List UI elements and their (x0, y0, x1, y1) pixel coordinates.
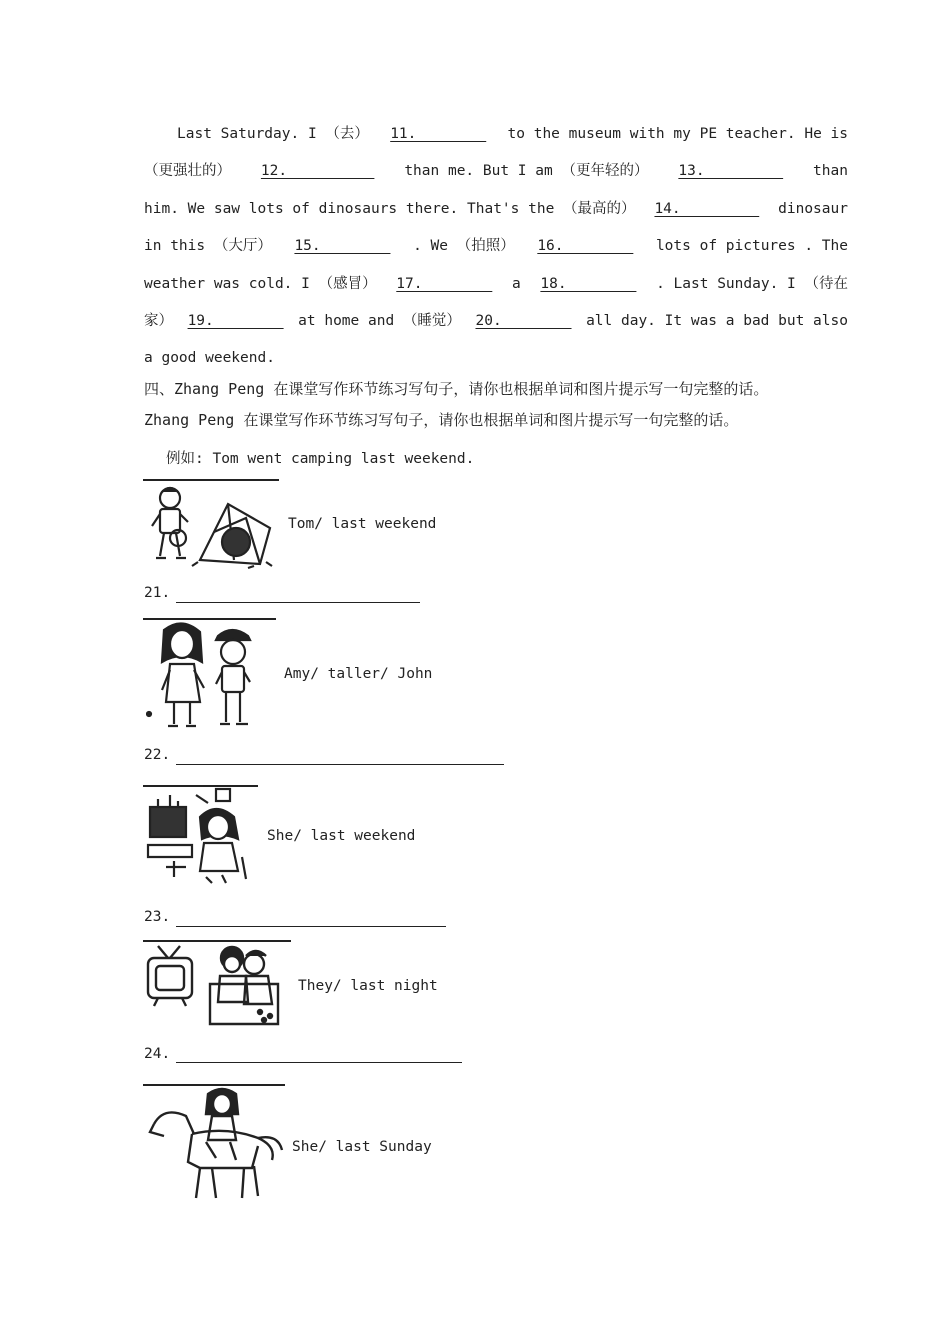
passage-line-1: Last Saturday. I （去） 11. to the museum with my PE teacher. He is (144, 116, 848, 153)
caption-23: They/ last night (298, 978, 438, 994)
blank-19[interactable]: 19. (187, 312, 284, 329)
passage-line-6: 家） 19. at home and （睡觉） 20. all day. It was a bad but also (144, 303, 848, 340)
passage-line-5: weather was cold. I （感冒） 17. a 18. . Last Sunday. I （待在 (144, 266, 848, 303)
blank-16[interactable]: 16. (537, 238, 634, 255)
blank-15[interactable]: 15. (294, 238, 391, 255)
blank-17[interactable]: 17. (396, 275, 493, 292)
question-number-23: 23. (144, 909, 171, 925)
camping-boy-tent-picture (148, 482, 280, 572)
caption-22: She/ last weekend (267, 828, 416, 844)
passage-line-4: in this （大厅） 15. . We （拍照） 16. lots of pictures . The (144, 228, 848, 265)
passage-line-3: him. We saw lots of dinosaurs there. That's the （最高的） 14. dinosaur (144, 191, 848, 228)
section-subheading: Zhang Peng 在课堂写作环节练习写句子，请你也根据单词和图片提示写一句完整的话。 (144, 411, 739, 429)
blank-13[interactable]: 13. (678, 163, 784, 180)
caption-24: She/ last Sunday (292, 1139, 432, 1155)
example-sentence: 例如: Tom went camping last weekend. (166, 451, 475, 467)
cloze-passage (144, 116, 848, 378)
passage-line-7: a good weekend. (144, 350, 275, 367)
question-number-21: 21. (144, 585, 171, 601)
caption-21: Amy/ taller/ John (284, 666, 433, 682)
girl-in-room-picture (146, 787, 258, 887)
blank-20[interactable]: 20. (475, 312, 572, 329)
answer-line-21[interactable] (176, 602, 420, 603)
answer-line-22[interactable] (176, 764, 504, 765)
question-number-24: 24. (144, 1046, 171, 1062)
caption-example: Tom/ last weekend (288, 516, 437, 532)
answer-line-24[interactable] (176, 1062, 462, 1063)
passage-line-2: （更强壮的） 12. than me. But I am （更年轻的） 13. than (144, 153, 848, 190)
picture-top-rule (143, 479, 279, 481)
tv-and-children-picture (144, 942, 284, 1028)
blank-18[interactable]: 18. (540, 275, 637, 292)
question-number-22: 22. (144, 747, 171, 763)
answer-line-23[interactable] (176, 926, 446, 927)
section-heading: 四、Zhang Peng 在课堂写作环节练习写句子，请你也根据单词和图片提示写一句完整的话。 (144, 380, 769, 398)
blank-12[interactable]: 12. (260, 163, 375, 180)
girl-riding-horse-picture (146, 1086, 286, 1206)
blank-11[interactable]: 11. (390, 126, 487, 142)
girl-and-boy-picture (146, 620, 266, 730)
blank-14[interactable]: 14. (654, 200, 760, 217)
